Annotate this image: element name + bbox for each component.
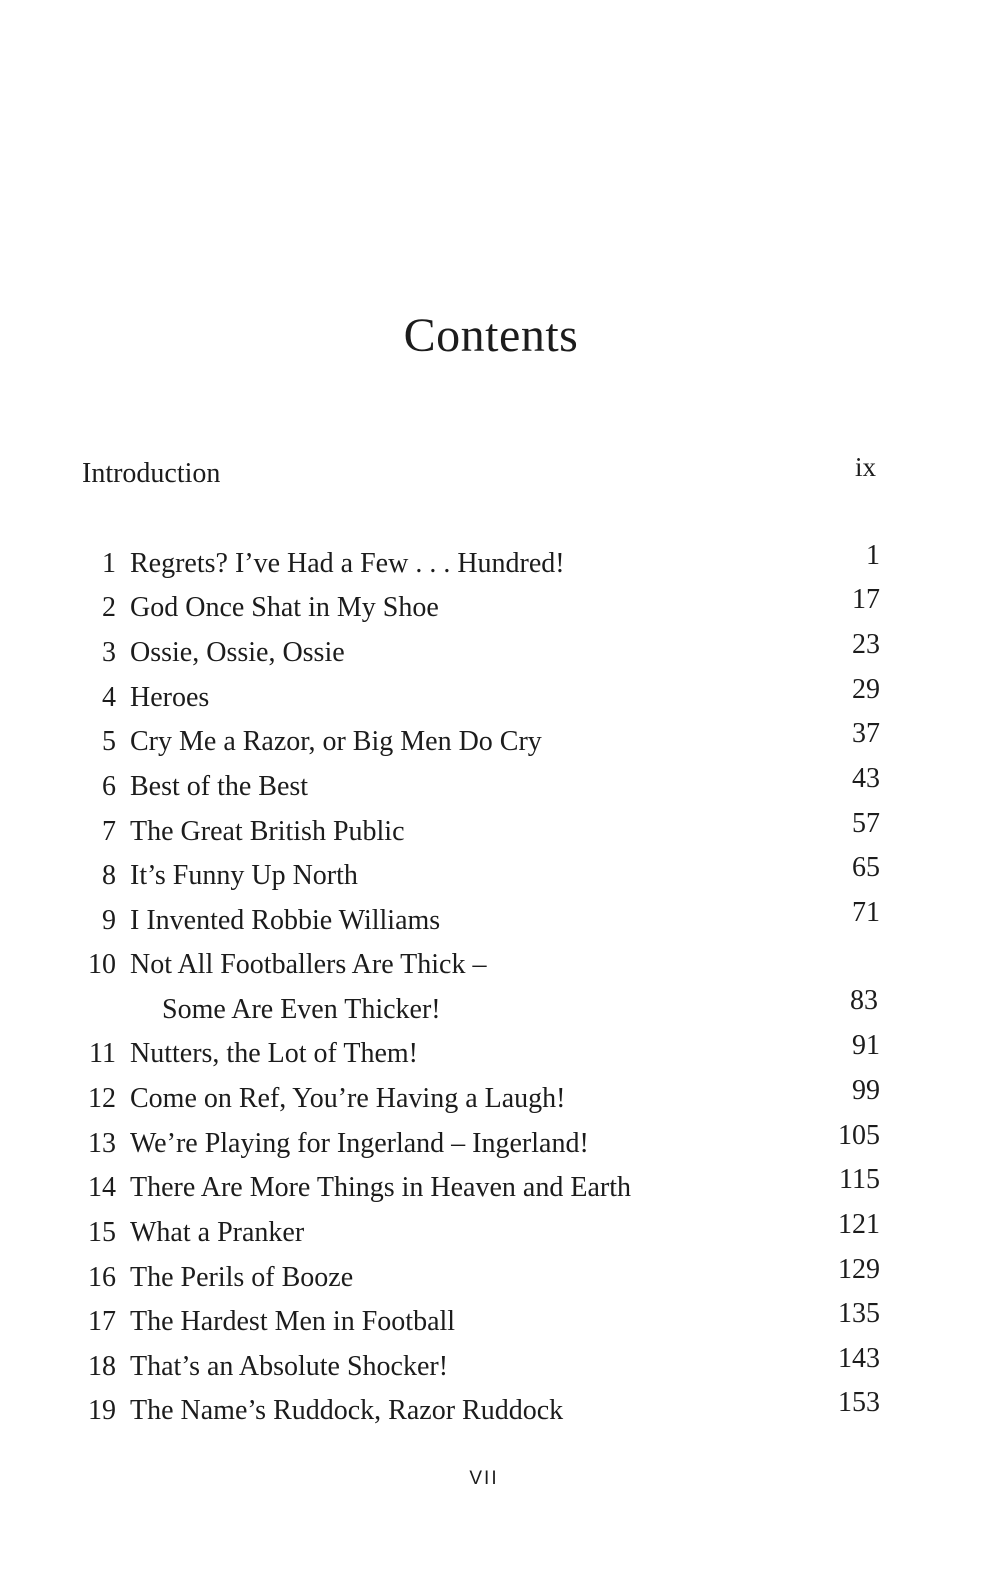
chapter-title: Regrets? I’ve Had a Few . . . Hundred! bbox=[130, 548, 565, 579]
chapter-number: 14 bbox=[88, 1172, 116, 1203]
chapter-number: 12 bbox=[88, 1083, 116, 1114]
chapter-title: I Invented Robbie Williams bbox=[130, 905, 441, 936]
chapter-number: 19 bbox=[88, 1395, 116, 1426]
chapter-page: 71 bbox=[852, 897, 880, 928]
chapter-title: Nutters, the Lot of Them! bbox=[130, 1038, 418, 1069]
chapter-title: God Once Shat in My Shoe bbox=[130, 592, 439, 623]
chapter-number: 2 bbox=[102, 592, 116, 623]
chapter-number: 5 bbox=[102, 726, 116, 757]
chapter-title: Come on Ref, You’re Having a Laugh! bbox=[130, 1083, 566, 1114]
chapter-number: 7 bbox=[102, 816, 116, 847]
page-number: VII bbox=[469, 1468, 499, 1489]
page-title: Contents bbox=[403, 309, 579, 362]
chapter-number: 16 bbox=[88, 1262, 116, 1293]
chapter-title: The Perils of Booze bbox=[130, 1262, 354, 1293]
chapter-page: 65 bbox=[852, 852, 880, 883]
chapter-page: 91 bbox=[852, 1030, 880, 1061]
chapter-title: Cry Me a Razor, or Big Men Do Cry bbox=[130, 726, 542, 757]
chapter-page: 43 bbox=[852, 763, 880, 794]
chapter-number: 10 bbox=[88, 949, 116, 980]
chapter-page: 121 bbox=[838, 1209, 880, 1240]
chapter-page: 37 bbox=[852, 718, 880, 749]
chapter-title: The Hardest Men in Football bbox=[130, 1306, 456, 1337]
chapter-page: 17 bbox=[852, 584, 880, 615]
chapter-page: 143 bbox=[838, 1343, 880, 1374]
toc-introduction-label: Introduction bbox=[82, 458, 221, 489]
chapter-number: 13 bbox=[88, 1128, 116, 1159]
chapter-page: 83 bbox=[850, 985, 878, 1016]
chapter-title: We’re Playing for Ingerland – Ingerland! bbox=[130, 1128, 589, 1159]
chapter-page: 135 bbox=[838, 1298, 880, 1329]
chapter-page: 153 bbox=[838, 1387, 880, 1418]
chapter-title: There Are More Things in Heaven and Earth bbox=[130, 1172, 631, 1203]
chapter-number: 1 bbox=[102, 548, 116, 579]
chapter-number: 15 bbox=[88, 1217, 116, 1248]
chapter-title-continuation: Some Are Even Thicker! bbox=[162, 994, 441, 1025]
chapter-title: That’s an Absolute Shocker! bbox=[130, 1351, 449, 1382]
chapter-number: 9 bbox=[102, 905, 116, 936]
chapter-title: The Name’s Ruddock, Razor Ruddock bbox=[130, 1395, 564, 1426]
chapter-title: Ossie, Ossie, Ossie bbox=[130, 637, 345, 668]
toc-introduction-page: ix bbox=[854, 452, 876, 482]
chapter-title: It’s Funny Up North bbox=[130, 860, 358, 891]
chapter-page: 115 bbox=[839, 1164, 880, 1195]
chapter-number: 6 bbox=[102, 771, 116, 802]
chapter-page: 99 bbox=[852, 1075, 880, 1106]
chapter-number: 18 bbox=[88, 1351, 116, 1382]
chapter-title: The Great British Public bbox=[130, 816, 405, 847]
chapter-page: 1 bbox=[866, 540, 880, 571]
chapter-page: 29 bbox=[852, 674, 880, 705]
chapter-number: 8 bbox=[102, 860, 116, 891]
chapter-page: 105 bbox=[838, 1120, 880, 1151]
chapter-title: Heroes bbox=[130, 682, 210, 713]
chapter-number: 17 bbox=[88, 1306, 116, 1337]
chapter-page: 57 bbox=[852, 808, 880, 839]
chapter-number: 3 bbox=[102, 637, 116, 668]
chapter-title: What a Pranker bbox=[130, 1217, 305, 1248]
chapter-title: Not All Footballers Are Thick – bbox=[130, 949, 487, 980]
chapter-page: 129 bbox=[838, 1254, 880, 1285]
chapter-page: 23 bbox=[852, 629, 880, 660]
chapter-title: Best of the Best bbox=[130, 771, 309, 802]
chapter-number: 4 bbox=[102, 682, 116, 713]
chapter-number: 11 bbox=[89, 1038, 116, 1069]
